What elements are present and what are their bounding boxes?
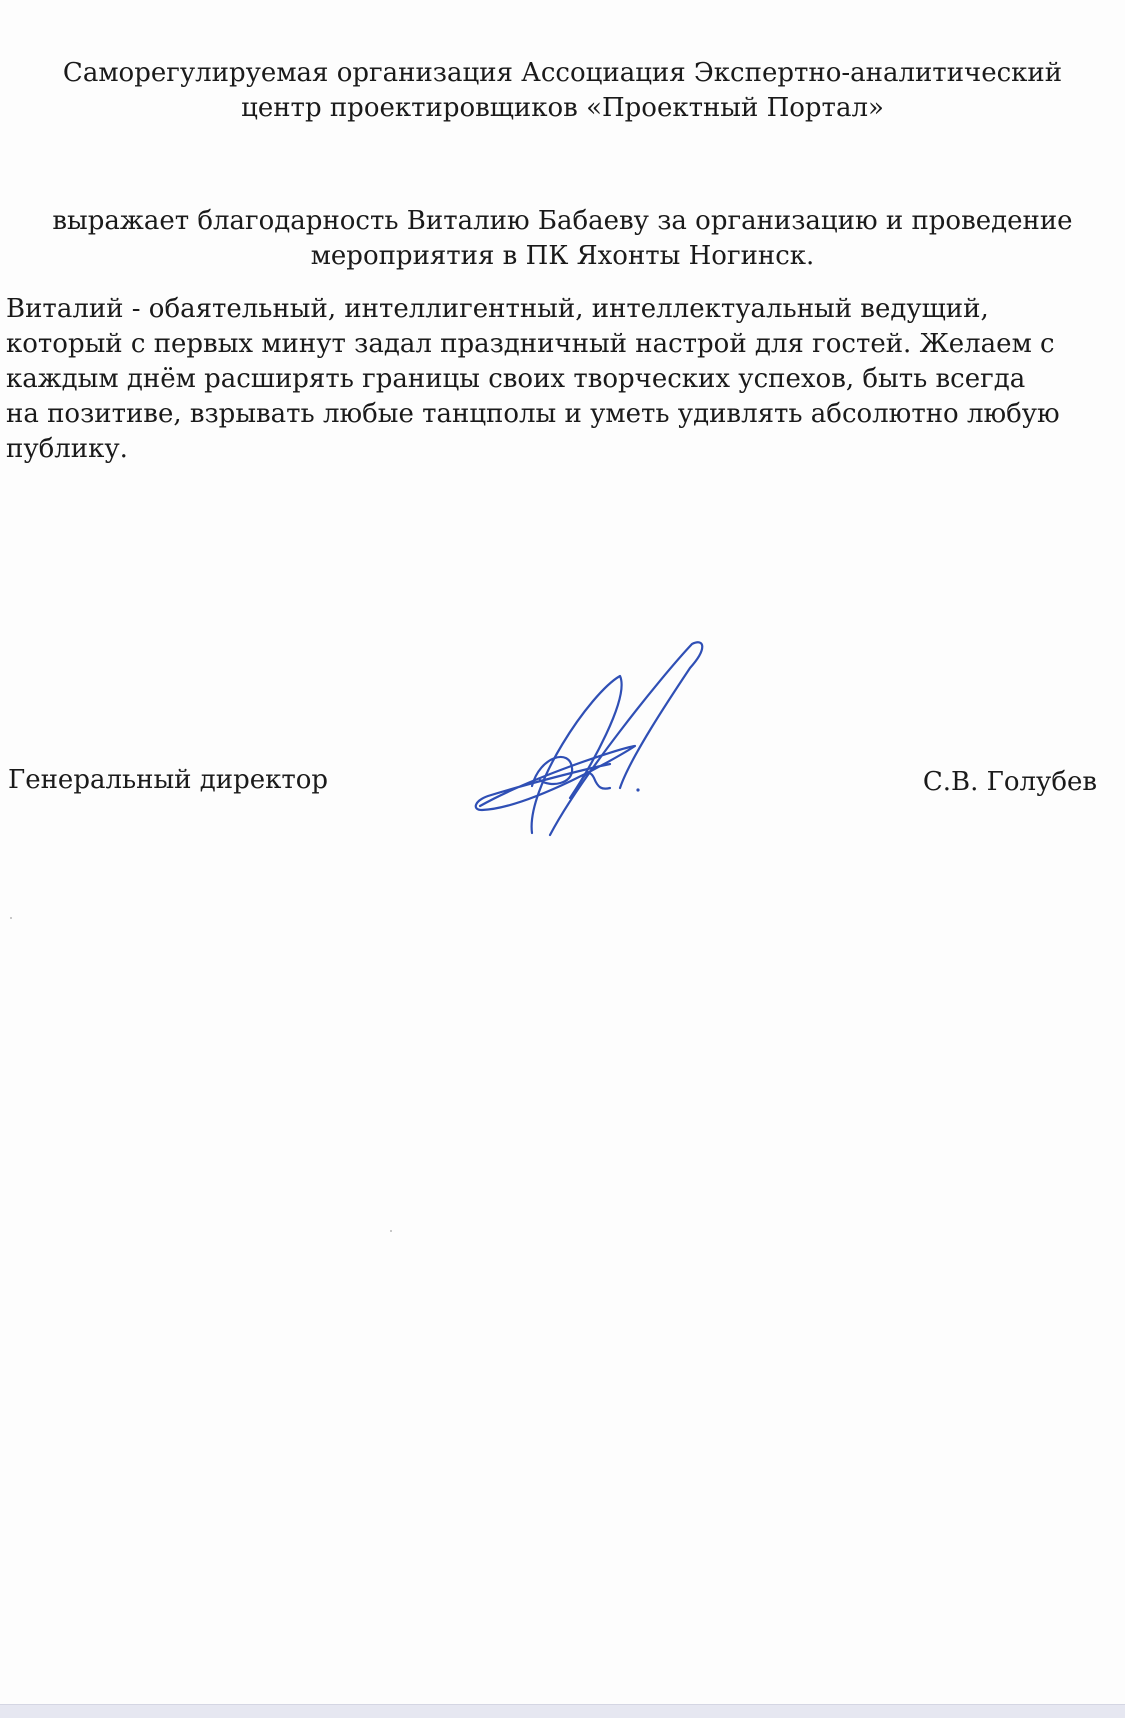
- body-line: Виталий - обаятельный, интеллигентный, интеллектуальный ведущий,: [6, 294, 989, 324]
- body-line: который с первых минут задал праздничный настрой для гостей. Желаем с: [6, 329, 1055, 359]
- paper-speck: [390, 1230, 392, 1232]
- paper-speck: [10, 917, 12, 919]
- organization-header: [20, 56, 1105, 126]
- signature-block: [0, 765, 1125, 805]
- gratitude-line-1: выражает благодарность Виталию Бабаеву за организацию и проведение: [52, 206, 1073, 236]
- organization-name-line-2: центр проектировщиков «Проектный Портал»: [241, 93, 884, 123]
- signatory-name: С.В. Голубев: [922, 767, 1097, 797]
- organization-name-line-1: Саморегулируемая организация Ассоциация Экспертно-аналитический: [62, 58, 1063, 88]
- handwritten-signature: [470, 638, 740, 843]
- page-bottom-edge: [0, 1704, 1125, 1718]
- body-line: каждым днём расширять границы своих творческих успехов, быть всегда: [6, 364, 1026, 394]
- body-line: публику.: [6, 434, 128, 464]
- letter-body: [6, 292, 1121, 467]
- signatory-title: Генеральный директор: [8, 765, 329, 795]
- gratitude-statement: [10, 204, 1115, 274]
- gratitude-line-2: мероприятия в ПК Яхонты Ногинск.: [310, 241, 815, 271]
- body-line: на позитиве, взрывать любые танцполы и уметь удивлять абсолютно любую: [6, 399, 1060, 429]
